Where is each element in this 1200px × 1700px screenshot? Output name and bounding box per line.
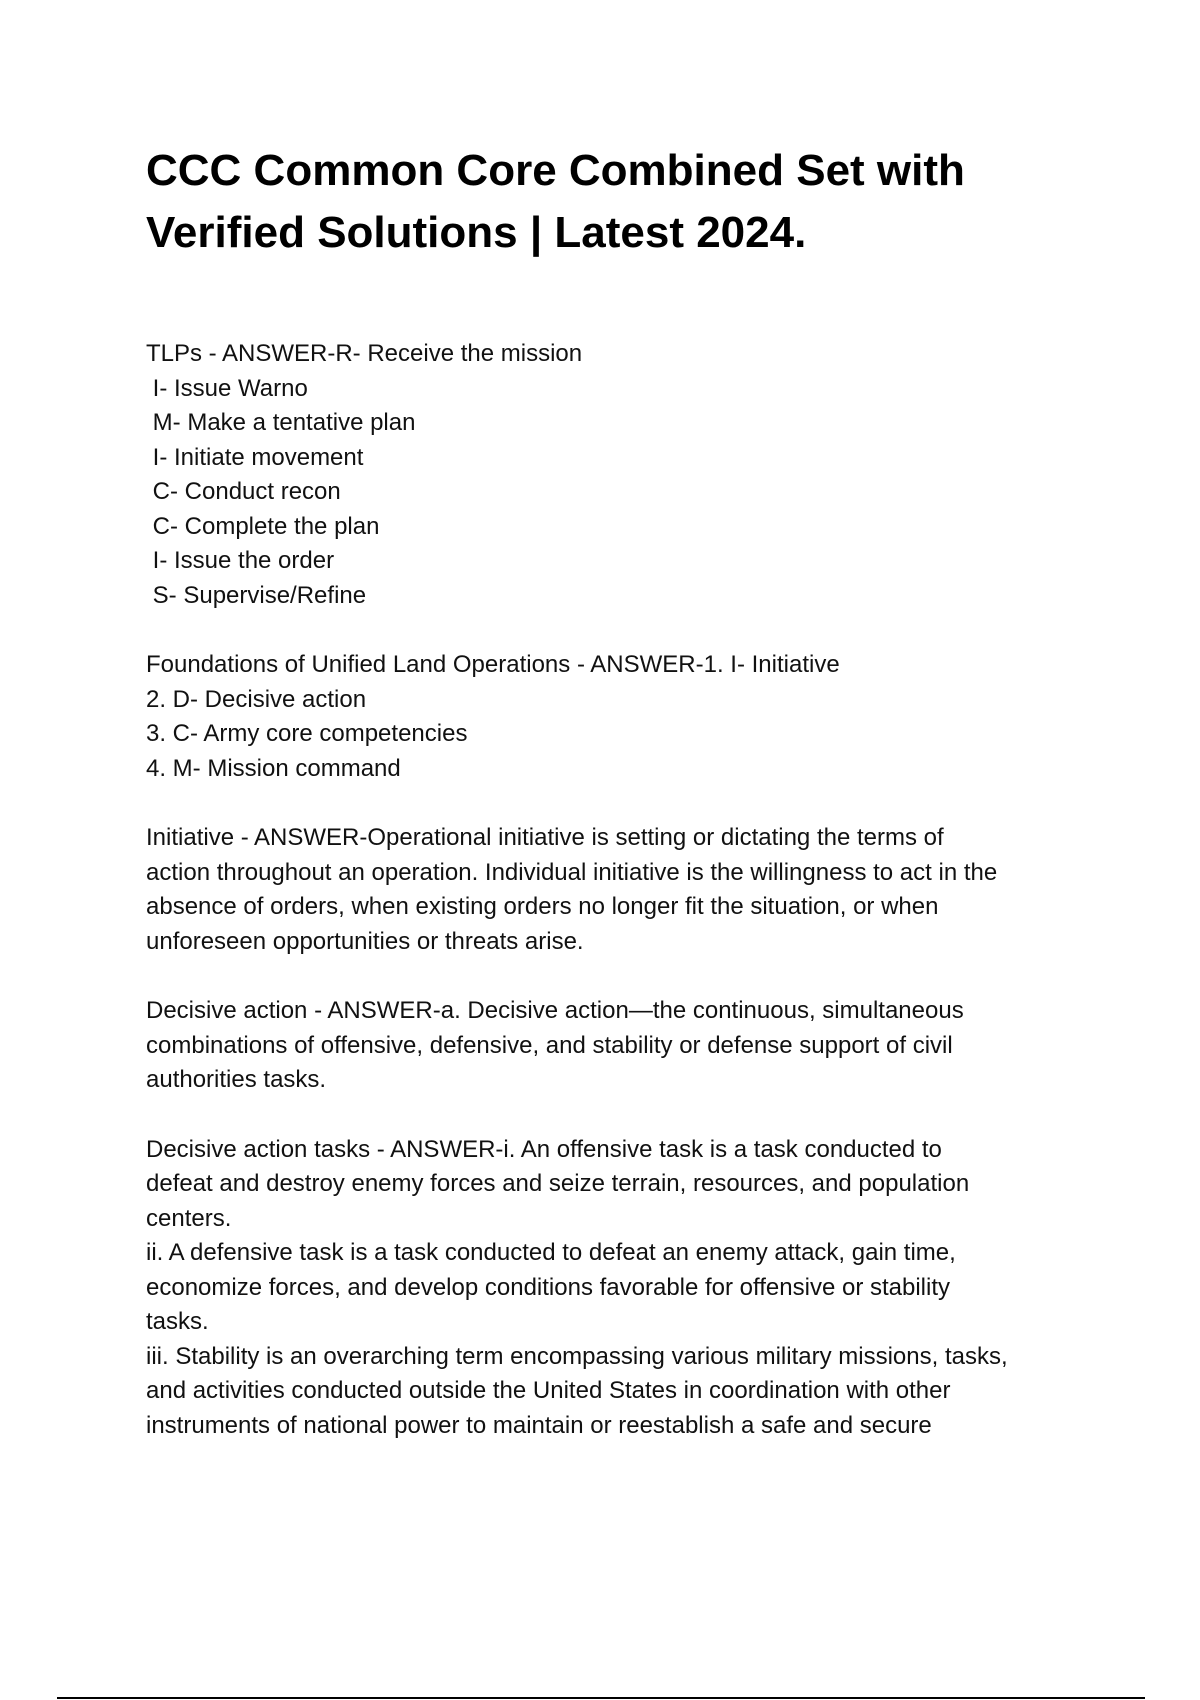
qa-block-initiative bbox=[146, 821, 1096, 959]
qa-block-decisive-action bbox=[146, 994, 1096, 1098]
text-line: defeat and destroy enemy forces and seize terrain, resources, and population bbox=[146, 1170, 970, 1197]
title-line-1: CCC Common Core Combined Set with bbox=[146, 146, 965, 195]
page-divider bbox=[57, 1697, 1145, 1699]
text-line: and activities conducted outside the United States in coordination with other bbox=[146, 1377, 951, 1404]
text-line: economize forces, and develop conditions favorable for offensive or stability bbox=[146, 1273, 951, 1301]
text-line: absence of orders, when existing orders no longer fit the situation, or when bbox=[146, 893, 939, 920]
qa-block-tlps bbox=[146, 337, 1096, 613]
document-title bbox=[146, 140, 1106, 264]
text-line: iii. Stability is an overarching term encompassing various military missions, tasks, bbox=[146, 1342, 1008, 1370]
text-line: I- Issue the order bbox=[146, 547, 335, 574]
text-line: 4. M- Mission command bbox=[146, 754, 401, 782]
text-line: I- Issue Warno bbox=[146, 374, 308, 402]
text-line: centers. bbox=[146, 1204, 232, 1232]
text-line: action throughout an operation. Individual initiative is the willingness to act in the bbox=[146, 858, 998, 886]
document-body bbox=[146, 337, 1096, 1478]
text-line: S- Supervise/Refine bbox=[146, 581, 367, 609]
text-line: instruments of national power to maintain or reestablish a safe and secure bbox=[146, 1411, 932, 1439]
text-line: I- Initiate movement bbox=[146, 443, 364, 471]
text-line: tasks. bbox=[146, 1308, 209, 1335]
text-line: C- Complete the plan bbox=[146, 512, 380, 540]
text-line: combinations of offensive, defensive, and stability or defense support of civil bbox=[146, 1031, 953, 1059]
text-line: unforeseen opportunities or threats arise. bbox=[146, 927, 584, 955]
qa-block-decisive-action-tasks bbox=[146, 1133, 1096, 1444]
text-line: ii. A defensive task is a task conducted to defeat an enemy attack, gain time, bbox=[146, 1239, 956, 1266]
text-line: 2. D- Decisive action bbox=[146, 685, 367, 713]
text-line: C- Conduct recon bbox=[146, 478, 341, 505]
text-line: 3. C- Army core competencies bbox=[146, 720, 468, 747]
text-line: TLPs - ANSWER-R- Receive the mission bbox=[146, 340, 583, 367]
title-line-2: Verified Solutions | Latest 2024. bbox=[146, 208, 807, 257]
text-line: Decisive action tasks - ANSWER-i. An offensive task is a task conducted to bbox=[146, 1135, 942, 1163]
qa-block-foundations bbox=[146, 648, 1096, 786]
text-line: authorities tasks. bbox=[146, 1066, 327, 1093]
text-line: Decisive action - ANSWER-a. Decisive action—the continuous, simultaneous bbox=[146, 997, 964, 1024]
text-line: Initiative - ANSWER-Operational initiative is setting or dictating the terms of bbox=[146, 824, 944, 851]
text-line: M- Make a tentative plan bbox=[146, 409, 416, 436]
text-line: Foundations of Unified Land Operations - ANSWER-1. I- Initiative bbox=[146, 651, 840, 678]
